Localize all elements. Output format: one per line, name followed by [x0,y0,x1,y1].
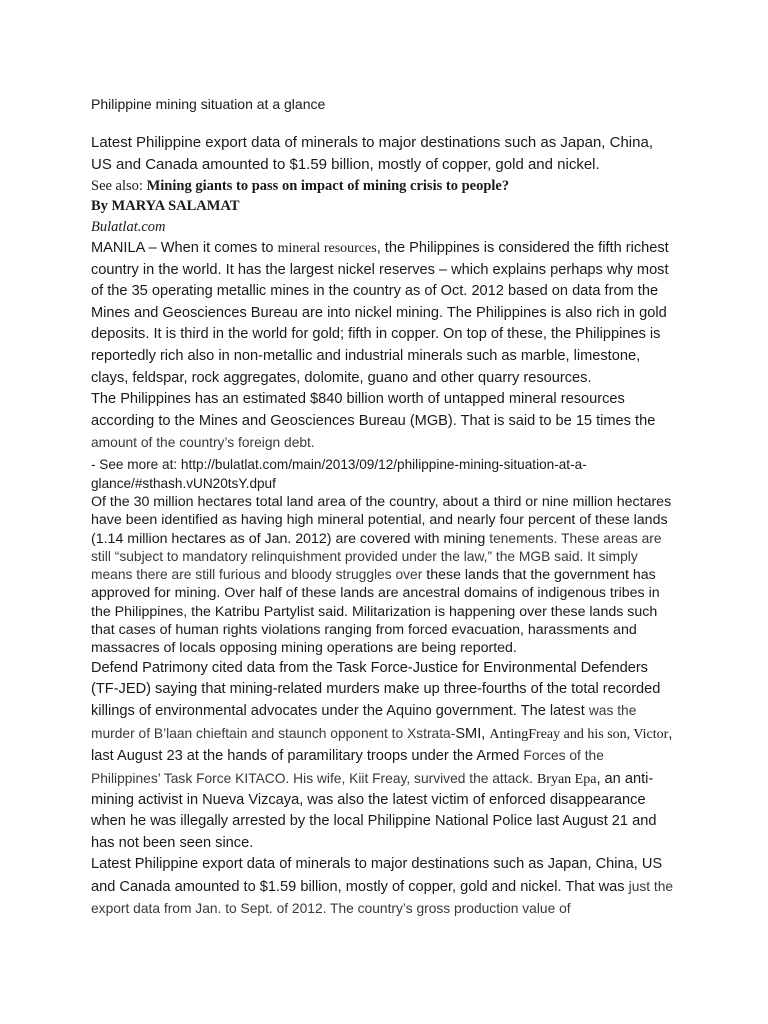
source-line: Bulatlat.com [91,219,166,235]
paragraph-4-text-i: , an anti-mining activist in Nueva Vizcaya, was also the latest victim of enforced disappearance when he was illegally arrested by the local Philippine National Police last August 21 and has not been seen since. [91,770,657,851]
paragraph-4-text-b: was the murder of B’laan chieftain and staunch opponent to Xstrata- [91,703,637,741]
paragraph-3-text-b: tenements. These areas are still “subject to mandatory relinquishment provided under the law,” the MGB said. It simply means there are still furious and bloody struggles over [91,530,662,583]
paragraph-4-text-h: Bryan Epa [536,771,597,787]
see-more-link[interactable]: - See more at: http://bulatlat.com/main/2013/09/12/philippine-mining-situation-at-a-glance/#sthash.vUN20tsY.dpuf [91,456,587,491]
paragraph-5-text-a: Latest Philippine export data of minerals to major destinations such as Japan, China, US and Canada amounted to $1.59 billion, mostly of copper, gold and nickel. That was [91,856,663,895]
paragraph-3-text-a: Of the 30 million hectares total land area of the country, about a third or nine million hectares have been identified as having high mineral potential, and nearly four percent of these lands (1.14 million hectares as of Jan. 2012) are covered with mining [91,493,672,547]
see-also-label: See also: [91,178,147,194]
paragraph-4-text-f: Forces of the Philippines’ Task Force KITACO. His wife, Kiit Freay, survived the attack. [91,748,604,786]
paragraph-1-text-c: , the Philippines is considered the fifth richest country in the world. It has the largest nickel reserves – which explains perhaps why most of the 35 operating metallic mines in the country as of Oct. 2012 based on data from the Mines and Geosciences Bureau are into nickel mining. The Philippines is also rich in gold deposits. It is third in the world for gold; fifth in copper. On top of these, the Philippines is reportedly rich also in non-metallic and industrial minerals such as marble, limestone, clays, feldspar, rock aggregates, dolomite, guano and other quarry resources. [91,240,669,386]
paragraph-1-text-b: mineral resources [277,241,377,256]
document-title: Philippine mining situation at a glance [91,96,326,112]
paragraph-1-text-a: MANILA – When it comes to [91,240,278,256]
lead-paragraph: Latest Philippine export data of minerals to major destinations such as Japan, China, US and Canada amounted to $1.59 billion, mostly of copper, gold and nickel. [91,134,653,173]
paragraph-4 [91,658,676,855]
byline: By MARYA SALAMAT [91,198,240,214]
paragraph-1 [91,238,676,389]
see-also-link[interactable]: Mining giants to pass on impact of mining crisis to people? [146,178,510,194]
paragraph-3-text-c: these lands that the government has approved for mining. Over half of these lands are ancestral domains of indigenous tribes in the Philippines, the Katribu Partylist said. Militarization is happening over these lands such that cases of human rights violations ranging from forced evacuation, harassments and massacres of locals opposing mining operations are being reported. [91,567,660,657]
paragraph-4-text-a: Defend Patrimony cited data from the Task Force-Justice for Environmental Defenders (TF-JED) saying that mining-related murders make up three-fourths of the total recorded killings of environmental advocates under the Aquino government. The latest [91,659,661,720]
paragraph-2 [91,389,676,455]
paragraph-2-text-b: amount of the country’s foreign debt. [91,435,315,451]
see-also-line [91,176,676,196]
paragraph-4-text-c: SMI, [455,725,490,742]
paragraph-2-text-a: The Philippines has an estimated $840 billion worth of untapped mineral resources according to the Mines and Geosciences Bureau (MGB). That is said to be 15 times the [91,391,656,429]
paragraph-4-text-e: , last August 23 at the hands of paramilitary troops under the Armed [91,725,673,765]
paragraph-5-text-b: just the export data from Jan. to Sept. of 2012. The country’s gross production value of [91,878,674,917]
document-page [91,94,676,920]
paragraph-5 [91,854,676,920]
paragraph-4-text-d: AntingFreay and his son, Victor [489,726,669,742]
paragraph-3 [91,493,676,658]
